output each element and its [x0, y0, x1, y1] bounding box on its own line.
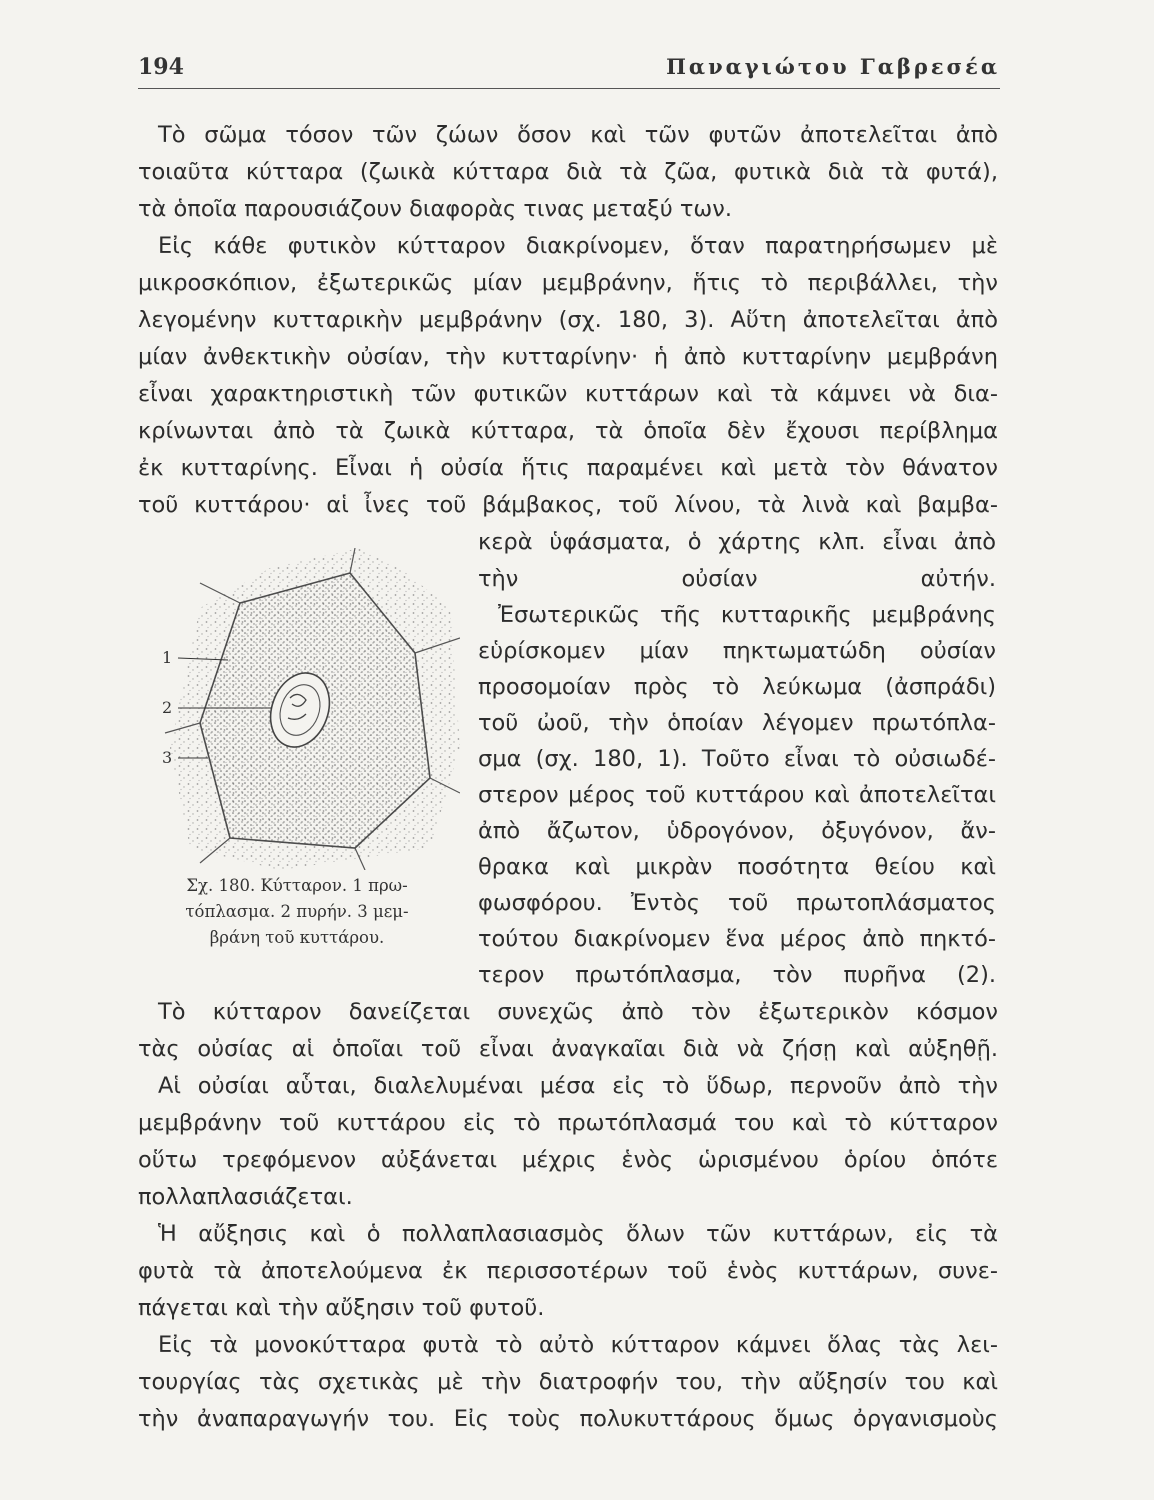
- text-line: τὰ ὁποῖα παρουσιάζουν διαφορὰς τινας μεταξύ των.: [138, 196, 732, 222]
- text-line: Εἰς κάθε φυτικὸν κύτταρον διακρίνομεν, ὅταν παρατηρήσωμεν μὲ: [158, 233, 998, 259]
- text-line: κερὰ ὑφάσματα, ὁ χάρτης κλπ. εἶναι ἀπὸ: [478, 529, 996, 555]
- figure-label-3: 3: [162, 748, 173, 767]
- text-line: σμα (σχ. 180, 1). Τοῦτο εἶναι τὸ οὐσιωδέ-: [478, 746, 996, 772]
- text-line: Τὸ σῶμα τόσον τῶν ζώων ὅσον καὶ τῶν φυτῶν ἀποτελεῖται ἀπὸ: [158, 122, 998, 148]
- page-number: 194: [138, 54, 184, 80]
- text-line: Ἐσωτερικῶς τῆς κυτταρικῆς μεμβράνης: [498, 602, 996, 628]
- text-line: τοιαῦτα κύτταρα (ζωικὰ κύτταρα διὰ τὰ ζῶα, φυτικὰ διὰ τὰ φυτά),: [138, 159, 998, 185]
- text-line: φωσφόρου. Ἐντὸς τοῦ πρωτοπλάσματος: [478, 890, 996, 916]
- text-line: μίαν ἀνθεκτικὴν οὐσίαν, τὴν κυτταρίνην· ἡ ἀπὸ κυτταρίνην μεμβράνη: [138, 344, 998, 370]
- cell-figure: [160, 548, 460, 870]
- text-line: λεγομένην κυτταρικὴν μεμβράνην (σχ. 180, 3). Αὕτη ἀποτελεῖται ἀπὸ: [138, 307, 998, 333]
- text-line: τούτου διακρίνομεν ἕνα μέρος ἀπὸ πηκτό-: [478, 926, 996, 952]
- figure-caption-line: βράνη τοῦ κυττάρου.: [209, 928, 385, 947]
- running-title: Παναγιώτου Γαβρεσέα: [666, 54, 1000, 79]
- text-line: στερον μέρος τοῦ κυττάρου καὶ ἀποτελεῖται: [478, 782, 996, 808]
- text-line: Εἰς τὰ μονοκύτταρα φυτὰ τὸ αὐτὸ κύτταρον κάμνει ὅλας τὰς λει-: [158, 1332, 998, 1358]
- text-line: τὴν ἀναπαραγωγήν του. Εἰς τοὺς πολυκυττάρους ὅμως ὀργανισμοὺς: [138, 1406, 998, 1432]
- text-line: τὰς οὐσίας αἱ ὁποῖαι τοῦ εἶναι ἀναγκαῖαι διὰ νὰ ζήσῃ καὶ αὐξηθῇ.: [138, 1036, 998, 1062]
- figure-caption-line: Σχ. 180. Κύτταρον. 1 πρω-: [186, 876, 408, 895]
- header-rule: [138, 88, 1000, 89]
- text-line: τοῦ ὠοῦ, τὴν ὁποίαν λέγομεν πρωτόπλα-: [478, 710, 996, 736]
- text-line: φυτὰ τὰ ἀποτελούμενα ἐκ περισσοτέρων τοῦ ἑνὸς κυττάρων, συνε-: [138, 1258, 998, 1284]
- text-line: ἀπὸ ἄζωτον, ὑδρογόνον, ὀξυγόνον, ἄν-: [478, 818, 996, 844]
- text-line: προσομοίαν πρὸς τὸ λεύκωμα (ἀσπράδι): [478, 674, 996, 700]
- text-line: ἐκ κυτταρίνης. Εἶναι ἡ οὐσία ἥτις παραμένει καὶ μετὰ τὸν θάνατον: [138, 455, 998, 481]
- text-line: οὕτω τρεφόμενον αὐξάνεται μέχρις ἑνὸς ὡρισμένου ὁρίου ὁπότε: [138, 1147, 998, 1173]
- text-line: τερον πρωτόπλασμα, τὸν πυρῆνα (2).: [478, 962, 996, 988]
- text-line: μεμβράνην τοῦ κυττάρου εἰς τὸ πρωτόπλασμά του καὶ τὸ κύτταρον: [138, 1110, 998, 1136]
- text-line: τὴν οὐσίαν αὐτήν.: [478, 566, 996, 592]
- cell-illustration: [160, 548, 460, 870]
- text-line: πάγεται καὶ τὴν αὔξησιν τοῦ φυτοῦ.: [138, 1295, 545, 1321]
- text-line: Αἱ οὐσίαι αὗται, διαλελυμέναι μέσα εἰς τὸ ὕδωρ, περνοῦν ἀπὸ τὴν: [158, 1073, 998, 1099]
- text-line: εἶναι χαρακτηριστικὴ τῶν φυτικῶν κυττάρων καὶ τὰ κάμνει νὰ δια-: [138, 381, 998, 407]
- text-line: πολλαπλασιάζεται.: [138, 1184, 353, 1210]
- figure-caption-line: τόπλασμα. 2 πυρήν. 3 μεμ-: [185, 902, 409, 921]
- text-line: Τὸ κύτταρον δανείζεται συνεχῶς ἀπὸ τὸν ἐξωτερικὸν κόσμον: [158, 999, 998, 1025]
- text-line: Ἡ αὔξησις καὶ ὁ πολλαπλασιασμὸς ὅλων τῶν κυττάρων, εἰς τὰ: [158, 1221, 998, 1247]
- figure-label-1: 1: [162, 648, 173, 667]
- page-header: [138, 50, 1000, 86]
- text-line: τοῦ κυττάρου· αἱ ἶνες τοῦ βάμβακος, τοῦ λίνου, τὰ λινὰ καὶ βαμβα-: [138, 492, 998, 518]
- text-line: εὑρίσκομεν μίαν πηκτωματώδη οὐσίαν: [478, 638, 996, 664]
- text-line: κρίνωνται ἀπὸ τὰ ζωικὰ κύτταρα, τὰ ὁποῖα δὲν ἔχουσι περίβλημα: [138, 418, 998, 444]
- text-line: θρακα καὶ μικρὰν ποσότητα θείου καὶ: [478, 854, 996, 880]
- text-line: μικροσκόπιον, ἐξωτερικῶς μίαν μεμβράνην, ἥτις τὸ περιβάλλει, τὴν: [138, 270, 998, 296]
- figure-label-2: 2: [162, 698, 173, 717]
- text-line: τουργίας τὰς σχετικὰς μὲ τὴν διατροφήν του, τὴν αὔξησίν του καὶ: [138, 1369, 998, 1395]
